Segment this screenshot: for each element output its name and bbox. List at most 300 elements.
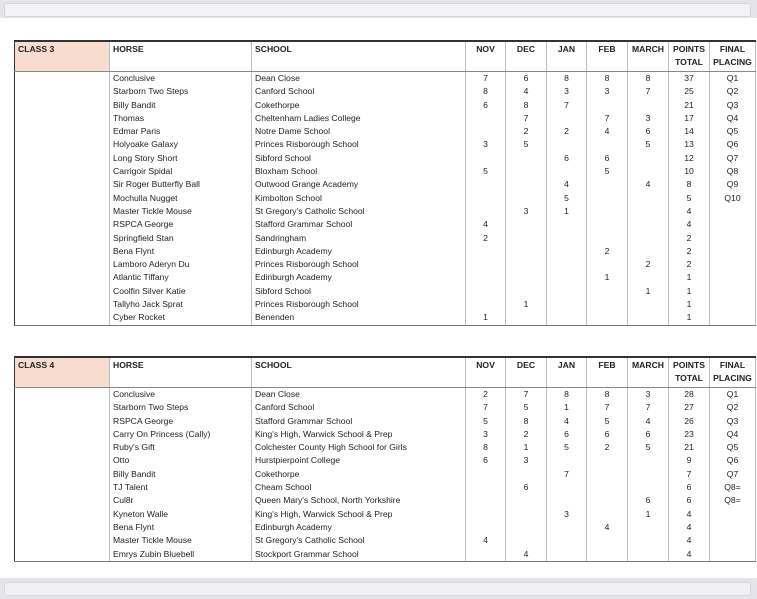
class4-header-row <box>15 357 756 388</box>
table-row <box>15 271 756 284</box>
march-cell <box>628 481 669 494</box>
header-horse: HORSE <box>110 357 252 388</box>
blank-cell <box>15 428 110 441</box>
nov-cell <box>466 548 506 562</box>
points-total-cell: 28 <box>669 388 710 402</box>
horse-cell: RSPCA George <box>110 218 252 231</box>
school-cell: St Gregory's Catholic School <box>252 205 466 218</box>
dec-cell: 8 <box>506 99 547 112</box>
points-total-cell: 4 <box>669 508 710 521</box>
points-total-cell: 17 <box>669 112 710 125</box>
final-placing-cell: Q1 <box>710 388 756 402</box>
final-placing-cell: Q4 <box>710 112 756 125</box>
jan-cell: 6 <box>547 152 587 165</box>
dec-cell: 1 <box>506 441 547 454</box>
final-placing-cell <box>710 298 756 311</box>
jan-cell <box>547 298 587 311</box>
table-row <box>15 218 756 231</box>
feb-cell <box>587 99 628 112</box>
jan-cell <box>547 218 587 231</box>
march-cell: 5 <box>628 138 669 151</box>
table-row <box>15 521 756 534</box>
spreadsheet <box>0 18 757 578</box>
table-row <box>15 298 756 311</box>
school-cell: Colchester County High School for Girls <box>252 441 466 454</box>
blank-cell <box>15 534 110 547</box>
dec-cell <box>506 285 547 298</box>
jan-cell <box>547 285 587 298</box>
dec-cell: 5 <box>506 138 547 151</box>
march-cell <box>628 165 669 178</box>
points-total-cell: 4 <box>669 521 710 534</box>
points-total-cell: 37 <box>669 72 710 86</box>
header-nov: NOV <box>466 357 506 388</box>
nov-cell <box>466 205 506 218</box>
feb-cell <box>587 285 628 298</box>
blank-cell <box>15 192 110 205</box>
march-cell: 3 <box>628 112 669 125</box>
jan-cell: 1 <box>547 401 587 414</box>
nov-cell <box>466 178 506 191</box>
class3-table <box>14 40 756 326</box>
table-row <box>15 311 756 325</box>
school-cell: Outwood Grange Academy <box>252 178 466 191</box>
jan-cell: 5 <box>547 192 587 205</box>
header-march: MARCH <box>628 357 669 388</box>
school-cell: Bloxham School <box>252 165 466 178</box>
nov-cell <box>466 298 506 311</box>
nov-cell: 8 <box>466 85 506 98</box>
table-row <box>15 112 756 125</box>
table-row <box>15 152 756 165</box>
window-bottom-bar <box>0 578 757 599</box>
final-placing-cell: Q9 <box>710 178 756 191</box>
horse-cell: Bena Flynt <box>110 245 252 258</box>
march-cell <box>628 534 669 547</box>
feb-cell: 8 <box>587 72 628 86</box>
table-row <box>15 258 756 271</box>
feb-cell: 6 <box>587 428 628 441</box>
dec-cell: 7 <box>506 112 547 125</box>
nov-cell: 1 <box>466 311 506 325</box>
nov-cell <box>466 494 506 507</box>
table-row <box>15 138 756 151</box>
horse-cell: Starborn Two Steps <box>110 401 252 414</box>
table-row <box>15 548 756 562</box>
feb-cell <box>587 205 628 218</box>
points-total-cell: 1 <box>669 311 710 325</box>
dec-cell <box>506 232 547 245</box>
header-nov: NOV <box>466 41 506 72</box>
dec-cell <box>506 508 547 521</box>
horse-cell: Kyneton Walle <box>110 508 252 521</box>
points-total-cell: 25 <box>669 85 710 98</box>
nov-cell <box>466 285 506 298</box>
nov-cell: 6 <box>466 454 506 467</box>
final-placing-cell: Q6 <box>710 138 756 151</box>
jan-cell <box>547 311 587 325</box>
march-cell: 6 <box>628 494 669 507</box>
jan-cell <box>547 481 587 494</box>
blank-cell <box>15 72 110 86</box>
horse-cell: Coolfin Silver Katie <box>110 285 252 298</box>
dec-cell: 8 <box>506 415 547 428</box>
jan-cell: 2 <box>547 125 587 138</box>
table-row <box>15 441 756 454</box>
points-total-cell: 26 <box>669 415 710 428</box>
nov-cell: 4 <box>466 218 506 231</box>
march-cell <box>628 152 669 165</box>
march-cell: 5 <box>628 441 669 454</box>
feb-cell <box>587 311 628 325</box>
dec-cell: 2 <box>506 428 547 441</box>
jan-cell <box>547 138 587 151</box>
blank-cell <box>15 298 110 311</box>
final-placing-cell: Q6 <box>710 454 756 467</box>
nov-cell <box>466 112 506 125</box>
march-cell <box>628 521 669 534</box>
horse-cell: Holyoake Galaxy <box>110 138 252 151</box>
school-cell: Princes Risborough School <box>252 138 466 151</box>
jan-cell <box>547 245 587 258</box>
class4-label: CLASS 4 <box>15 357 110 388</box>
final-placing-cell <box>710 205 756 218</box>
march-cell <box>628 218 669 231</box>
horse-cell: Carrigoir Spidal <box>110 165 252 178</box>
horse-cell: Otto <box>110 454 252 467</box>
window-top-bar <box>0 0 757 18</box>
points-total-cell: 23 <box>669 428 710 441</box>
header-march: MARCH <box>628 41 669 72</box>
points-total-cell: 21 <box>669 99 710 112</box>
dec-cell <box>506 165 547 178</box>
feb-cell <box>587 481 628 494</box>
final-placing-cell <box>710 218 756 231</box>
dec-cell: 4 <box>506 548 547 562</box>
horse-cell: Lamboro Aderyn Du <box>110 258 252 271</box>
blank-cell <box>15 258 110 271</box>
class3-header-row <box>15 41 756 72</box>
header-jan: JAN <box>547 41 587 72</box>
march-cell: 8 <box>628 72 669 86</box>
table-row <box>15 232 756 245</box>
march-cell <box>628 454 669 467</box>
school-cell: Cheam School <box>252 481 466 494</box>
horse-cell: Master Tickle Mouse <box>110 205 252 218</box>
school-cell: Queen Mary's School, North Yorkshire <box>252 494 466 507</box>
table-row <box>15 401 756 414</box>
points-total-cell: 2 <box>669 258 710 271</box>
table-row <box>15 99 756 112</box>
points-total-cell: 4 <box>669 218 710 231</box>
feb-cell <box>587 548 628 562</box>
school-cell: Cokethorpe <box>252 468 466 481</box>
school-cell: Notre Dame School <box>252 125 466 138</box>
points-total-cell: 10 <box>669 165 710 178</box>
nov-cell: 5 <box>466 165 506 178</box>
header-dec: DEC <box>506 357 547 388</box>
blank-cell <box>15 548 110 562</box>
horse-cell: Edmar Paris <box>110 125 252 138</box>
blank-cell <box>15 152 110 165</box>
feb-cell <box>587 508 628 521</box>
feb-cell: 5 <box>587 415 628 428</box>
school-cell: Sandringham <box>252 232 466 245</box>
feb-cell: 5 <box>587 165 628 178</box>
table-row <box>15 481 756 494</box>
final-placing-cell: Q8 <box>710 165 756 178</box>
horse-cell: Sir Roger Butterfly Ball <box>110 178 252 191</box>
nov-cell <box>466 271 506 284</box>
final-placing-cell: Q5 <box>710 125 756 138</box>
header-horse: HORSE <box>110 41 252 72</box>
table-row <box>15 494 756 507</box>
nov-cell: 8 <box>466 441 506 454</box>
table-row <box>15 178 756 191</box>
table-row <box>15 428 756 441</box>
jan-cell <box>547 165 587 178</box>
points-total-cell: 1 <box>669 271 710 284</box>
final-placing-cell: Q8= <box>710 494 756 507</box>
feb-cell <box>587 494 628 507</box>
table-row <box>15 85 756 98</box>
final-placing-cell: Q4 <box>710 428 756 441</box>
final-placing-cell <box>710 548 756 562</box>
school-cell: Edinburgh Academy <box>252 245 466 258</box>
dec-cell: 2 <box>506 125 547 138</box>
dec-cell <box>506 534 547 547</box>
points-total-cell: 12 <box>669 152 710 165</box>
jan-cell <box>547 232 587 245</box>
horse-cell: TJ Talent <box>110 481 252 494</box>
final-placing-cell: Q2 <box>710 85 756 98</box>
dec-cell <box>506 178 547 191</box>
header-final-placing: FINAL PLACING <box>710 357 756 388</box>
horse-cell: Mochulla Nugget <box>110 192 252 205</box>
final-placing-cell: Q7 <box>710 468 756 481</box>
table-row <box>15 72 756 86</box>
blank-cell <box>15 454 110 467</box>
jan-cell: 1 <box>547 205 587 218</box>
nov-cell <box>466 481 506 494</box>
horse-cell: Ruby's Gift <box>110 441 252 454</box>
dec-cell: 3 <box>506 454 547 467</box>
final-placing-cell <box>710 271 756 284</box>
horse-cell: Springfield Stan <box>110 232 252 245</box>
nov-cell <box>466 521 506 534</box>
jan-cell <box>547 112 587 125</box>
school-cell: Cokethorpe <box>252 99 466 112</box>
blank-cell <box>15 138 110 151</box>
nov-cell: 2 <box>466 232 506 245</box>
header-school: SCHOOL <box>252 41 466 72</box>
school-cell: St Gregory's Catholic School <box>252 534 466 547</box>
nov-cell: 3 <box>466 428 506 441</box>
march-cell: 4 <box>628 415 669 428</box>
blank-cell <box>15 481 110 494</box>
points-total-cell: 6 <box>669 481 710 494</box>
march-cell: 4 <box>628 178 669 191</box>
table-row <box>15 205 756 218</box>
table-row <box>15 508 756 521</box>
nov-cell: 5 <box>466 415 506 428</box>
table-row <box>15 468 756 481</box>
jan-cell <box>547 548 587 562</box>
feb-cell: 1 <box>587 271 628 284</box>
dec-cell <box>506 152 547 165</box>
feb-cell: 7 <box>587 401 628 414</box>
nov-cell <box>466 152 506 165</box>
feb-cell <box>587 138 628 151</box>
march-cell: 3 <box>628 388 669 402</box>
feb-cell: 4 <box>587 521 628 534</box>
march-cell <box>628 99 669 112</box>
jan-cell <box>547 454 587 467</box>
feb-cell: 3 <box>587 85 628 98</box>
points-total-cell: 13 <box>669 138 710 151</box>
school-cell: Dean Close <box>252 388 466 402</box>
horse-cell: Tallyho Jack Sprat <box>110 298 252 311</box>
nov-cell: 2 <box>466 388 506 402</box>
nov-cell <box>466 125 506 138</box>
blank-cell <box>15 205 110 218</box>
final-placing-cell <box>710 508 756 521</box>
blank-cell <box>15 245 110 258</box>
nov-cell: 7 <box>466 401 506 414</box>
points-total-cell: 4 <box>669 205 710 218</box>
feb-cell: 6 <box>587 152 628 165</box>
blank-cell <box>15 112 110 125</box>
jan-cell <box>547 534 587 547</box>
school-cell: Canford School <box>252 85 466 98</box>
feb-cell <box>587 534 628 547</box>
jan-cell: 4 <box>547 178 587 191</box>
blank-cell <box>15 178 110 191</box>
final-placing-cell <box>710 311 756 325</box>
final-placing-cell: Q7 <box>710 152 756 165</box>
march-cell <box>628 205 669 218</box>
march-cell <box>628 298 669 311</box>
school-cell: Hurstpierpoint College <box>252 454 466 467</box>
points-total-cell: 6 <box>669 494 710 507</box>
final-placing-cell <box>710 232 756 245</box>
horse-cell: Carry On Princess (Cally) <box>110 428 252 441</box>
points-total-cell: 9 <box>669 454 710 467</box>
dec-cell: 6 <box>506 481 547 494</box>
points-total-cell: 5 <box>669 192 710 205</box>
feb-cell <box>587 218 628 231</box>
march-cell <box>628 271 669 284</box>
horse-cell: Conclusive <box>110 72 252 86</box>
march-cell: 7 <box>628 85 669 98</box>
jan-cell: 4 <box>547 415 587 428</box>
feb-cell <box>587 232 628 245</box>
header-jan: JAN <box>547 357 587 388</box>
final-placing-cell <box>710 521 756 534</box>
school-cell: King's High, Warwick School & Prep <box>252 508 466 521</box>
header-points-total: POINTS TOTAL <box>669 357 710 388</box>
march-cell <box>628 245 669 258</box>
school-cell: Benenden <box>252 311 466 325</box>
blank-cell <box>15 218 110 231</box>
dec-cell <box>506 311 547 325</box>
blank-cell <box>15 521 110 534</box>
blank-cell <box>15 85 110 98</box>
nov-cell <box>466 192 506 205</box>
jan-cell: 5 <box>547 441 587 454</box>
final-placing-cell <box>710 534 756 547</box>
horse-cell: Emrys Zubin Bluebell <box>110 548 252 562</box>
dec-cell: 5 <box>506 401 547 414</box>
final-placing-cell: Q3 <box>710 415 756 428</box>
school-cell: Edinburgh Academy <box>252 521 466 534</box>
nov-cell <box>466 258 506 271</box>
header-feb: FEB <box>587 41 628 72</box>
school-cell: Edinburgh Academy <box>252 271 466 284</box>
school-cell: Stafford Grammar School <box>252 415 466 428</box>
march-cell: 6 <box>628 428 669 441</box>
school-cell: Dean Close <box>252 72 466 86</box>
blank-cell <box>15 285 110 298</box>
nov-cell: 4 <box>466 534 506 547</box>
table-row <box>15 125 756 138</box>
header-feb: FEB <box>587 357 628 388</box>
blank-cell <box>15 271 110 284</box>
final-placing-cell <box>710 285 756 298</box>
dec-cell <box>506 192 547 205</box>
march-cell <box>628 548 669 562</box>
march-cell <box>628 468 669 481</box>
nov-cell <box>466 468 506 481</box>
header-final-placing: FINAL PLACING <box>710 41 756 72</box>
horse-cell: Billy Bandit <box>110 468 252 481</box>
school-cell: Princes Risborough School <box>252 298 466 311</box>
points-total-cell: 14 <box>669 125 710 138</box>
table-row <box>15 245 756 258</box>
points-total-cell: 4 <box>669 534 710 547</box>
final-placing-cell: Q8= <box>710 481 756 494</box>
school-cell: Sibford School <box>252 152 466 165</box>
table-row <box>15 454 756 467</box>
table-row <box>15 285 756 298</box>
jan-cell <box>547 271 587 284</box>
feb-cell: 7 <box>587 112 628 125</box>
horse-cell: Bena Flynt <box>110 521 252 534</box>
blank-cell <box>15 508 110 521</box>
jan-cell <box>547 258 587 271</box>
table-row <box>15 192 756 205</box>
table-row <box>15 415 756 428</box>
header-dec: DEC <box>506 41 547 72</box>
final-placing-cell: Q5 <box>710 441 756 454</box>
school-cell: Kimbolton School <box>252 192 466 205</box>
feb-cell: 8 <box>587 388 628 402</box>
march-cell: 1 <box>628 285 669 298</box>
table-row <box>15 534 756 547</box>
blank-cell <box>15 415 110 428</box>
feb-cell: 2 <box>587 245 628 258</box>
points-total-cell: 21 <box>669 441 710 454</box>
jan-cell <box>547 494 587 507</box>
blank-cell <box>15 232 110 245</box>
feb-cell: 2 <box>587 441 628 454</box>
points-total-cell: 1 <box>669 298 710 311</box>
dec-cell: 4 <box>506 85 547 98</box>
horse-cell: Conclusive <box>110 388 252 402</box>
nov-cell: 6 <box>466 99 506 112</box>
dec-cell <box>506 521 547 534</box>
points-total-cell: 27 <box>669 401 710 414</box>
